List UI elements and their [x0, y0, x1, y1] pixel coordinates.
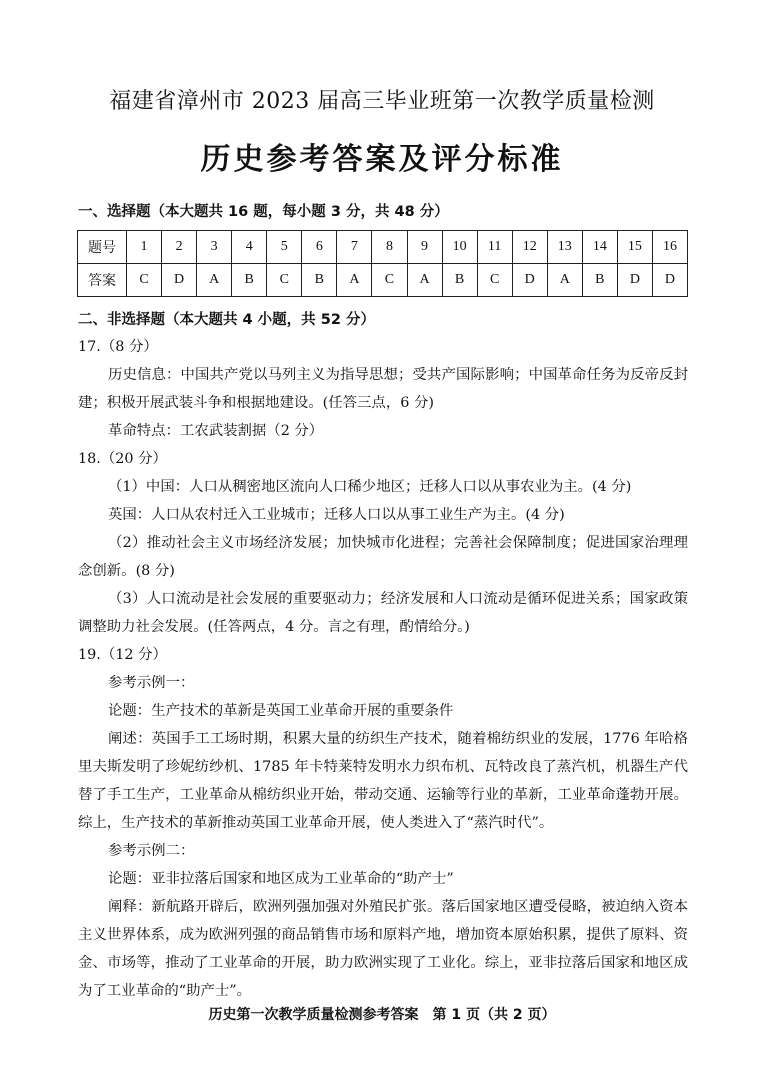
answer-cell: C — [127, 264, 162, 297]
answer-paragraph: 论题：亚非拉落后国家和地区成为工业革命的“助产士” — [108, 871, 454, 887]
answer-cell: B — [442, 264, 477, 297]
question-number-cell: 15 — [617, 231, 652, 264]
question-number-cell: 7 — [337, 231, 372, 264]
question-number: 19.（12 分） — [78, 647, 167, 663]
row-label-number: 题号 — [78, 231, 127, 264]
answer-paragraph: 参考示例二： — [108, 843, 195, 859]
question-number-cell: 3 — [197, 231, 232, 264]
answer-content — [78, 333, 688, 1005]
answer-cell: B — [582, 264, 617, 297]
page-footer: 历史第一次教学质量检测参考答案 第 1 页（共 2 页） — [208, 1007, 556, 1023]
answer-cell: D — [617, 264, 652, 297]
question-number-cell: 10 — [442, 231, 477, 264]
answer-paragraph: （1）中国：人口从稠密地区流向人口稀少地区；迁移人口以从事农业为主。(4 分) — [108, 479, 632, 495]
question-number-cell: 2 — [162, 231, 197, 264]
answer-cell: A — [407, 264, 442, 297]
question-number-cell: 4 — [232, 231, 267, 264]
answer-cell: A — [337, 264, 372, 297]
answer-paragraph: （2）推动社会主义市场经济发展；加快城市化进程；完善社会保障制度；促进国家治理理念创新。(8 分) — [78, 535, 688, 579]
answer-cell: D — [512, 264, 547, 297]
question-number: 17.（8 分） — [78, 339, 158, 355]
question-number-cell: 11 — [477, 231, 512, 264]
question-number-row — [78, 231, 688, 264]
section1-heading: 一、选择题（本大题共 16 题，每小题 3 分，共 48 分） — [78, 204, 449, 220]
answer-cell: D — [652, 264, 687, 297]
answer-paragraph: 参考示例一： — [108, 675, 195, 691]
question-number-cell: 6 — [302, 231, 337, 264]
answer-paragraph: 阐述：英国手工工场时期，积累大量的纺织生产技术，随着棉纺织业的发展，1776 年哈格里夫斯发明了珍妮纺纱机、1785 年卡特莱特发明水力织布机、瓦特改良了蒸汽机，机器生产代替了手工生产，工业革命从棉纺织业开始，带动交通、运输等行业的革新，工业革命蓬勃开展。综上，生产技术的革新推动英国工业革命开展，使人类进入了“蒸汽时代”。 — [78, 731, 688, 831]
answer-cell: C — [372, 264, 407, 297]
answer-paragraph: 阐释：新航路开辟后，欧洲列强加强对外殖民扩张。落后国家地区遭受侵略，被迫纳入资本主义世界体系，成为欧洲列强的商品销售市场和原料产地，增加资本原始积累，提供了原料、资金、市场等，推动了工业革命的开展，助力欧洲实现了工业化。综上，亚非拉落后国家和地区成为了工业革命的“助产士”。 — [78, 899, 688, 999]
answer-paragraph: 历史信息：中国共产党以马列主义为指导思想；受共产国际影响；中国革命任务为反帝反封建；积极开展武装斗争和根据地建设。(任答三点，6 分) — [78, 367, 688, 411]
answer-cell: B — [232, 264, 267, 297]
question-number-cell: 5 — [267, 231, 302, 264]
answer-cell: B — [302, 264, 337, 297]
answer-cell: A — [197, 264, 232, 297]
question-number: 18.（20 分） — [78, 451, 167, 467]
answer-cell: C — [267, 264, 302, 297]
row-label-answer: 答案 — [78, 264, 127, 297]
question-number-cell: 16 — [652, 231, 687, 264]
question-number-cell: 14 — [582, 231, 617, 264]
question-number-cell: 13 — [547, 231, 582, 264]
section2-heading: 二、非选择题（本大题共 4 小题，共 52 分） — [78, 312, 375, 328]
question-number-cell: 9 — [407, 231, 442, 264]
question-number-cell: 8 — [372, 231, 407, 264]
exam-title: 福建省漳州市 2023 届高三毕业班第一次教学质量检测 — [109, 89, 655, 114]
document-title: 历史参考答案及评分标准 — [200, 142, 564, 177]
answer-cell: C — [477, 264, 512, 297]
answer-table — [77, 230, 688, 297]
answer-cell: A — [547, 264, 582, 297]
answer-row — [78, 264, 688, 297]
answer-paragraph: 英国：人口从农村迁入工业城市；迁移人口以从事工业生产为主。(4 分) — [108, 507, 565, 523]
question-number-cell: 1 — [127, 231, 162, 264]
question-number-cell: 12 — [512, 231, 547, 264]
answer-cell: D — [162, 264, 197, 297]
answer-paragraph: 论题：生产技术的革新是英国工业革命开展的重要条件 — [108, 703, 454, 719]
answer-paragraph: 革命特点：工农武装割据（2 分） — [108, 423, 324, 439]
answer-paragraph: （3）人口流动是社会发展的重要驱动力；经济发展和人口流动是循环促进关系；国家政策调整助力社会发展。(任答两点，4 分。言之有理，酌情给分。) — [78, 591, 688, 635]
